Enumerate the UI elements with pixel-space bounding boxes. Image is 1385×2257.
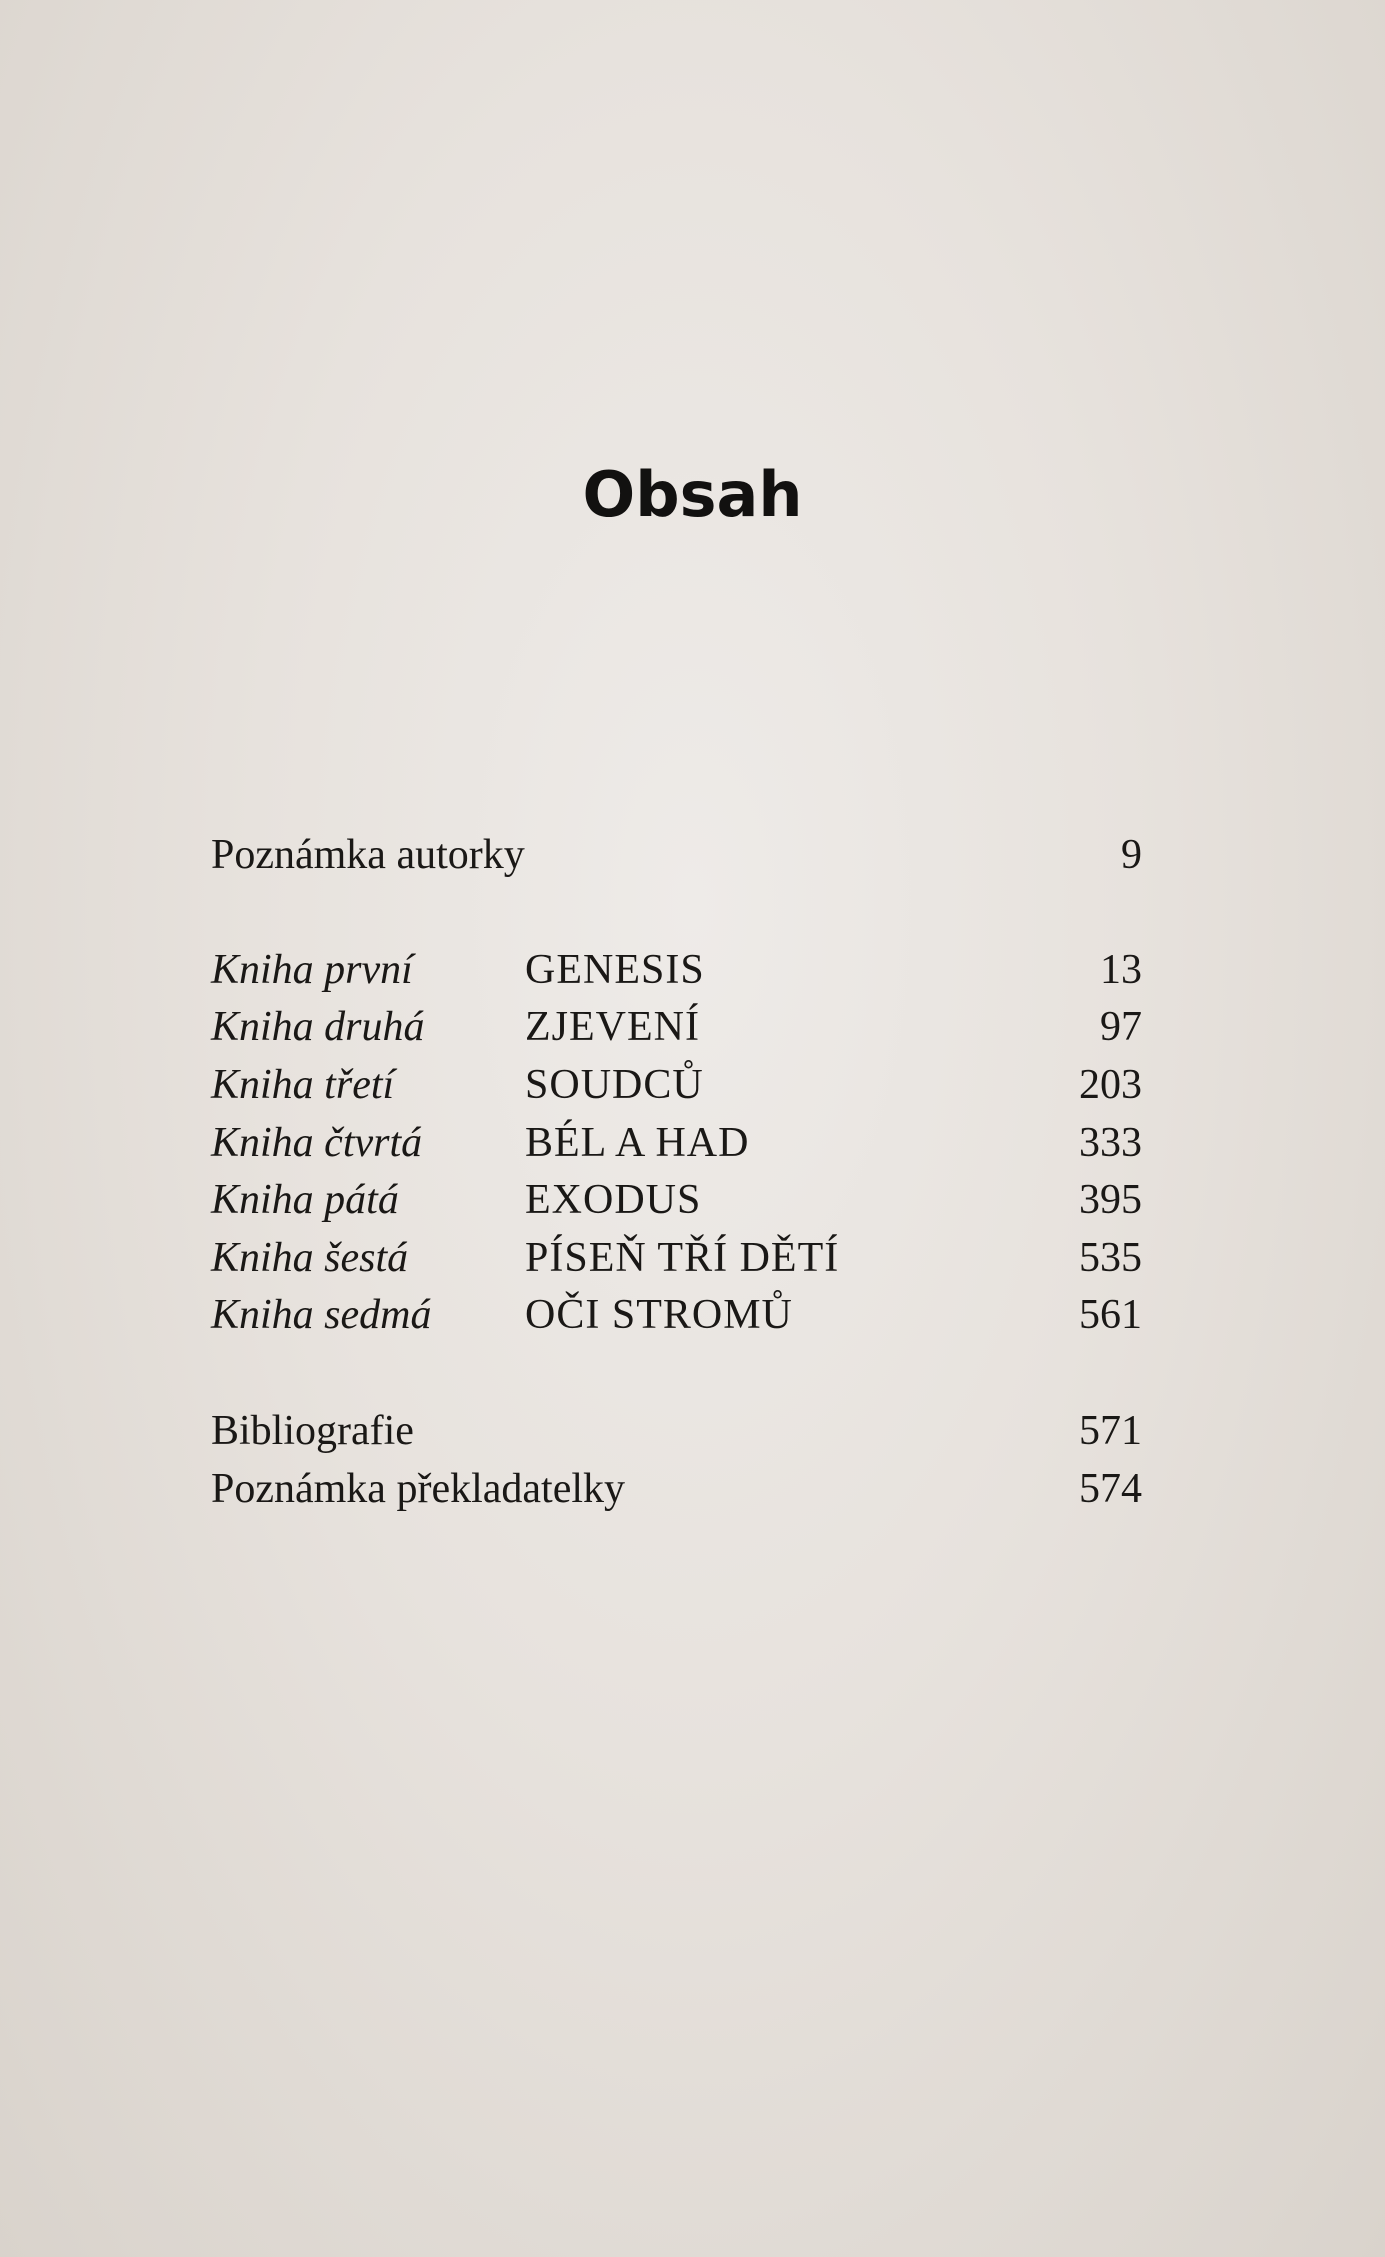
- toc-entry-book-4: [0, 1115, 1385, 1171]
- toc-entry-page: 395: [1079, 1177, 1142, 1223]
- toc-entry-book-6: [0, 1230, 1385, 1286]
- toc-entry-label: Bibliografie: [211, 1408, 414, 1454]
- toc-book-label: Kniha šestá: [211, 1235, 409, 1281]
- toc-book-label: Kniha čtvrtá: [211, 1120, 423, 1166]
- toc-entry-page: 535: [1079, 1235, 1142, 1281]
- toc-book-section: PÍSEŇ TŘÍ DĚTÍ: [525, 1235, 840, 1281]
- toc-book-label: Kniha pátá: [211, 1177, 399, 1223]
- toc-book-label: Kniha sedmá: [211, 1292, 432, 1338]
- toc-entry-bibliography: [0, 1403, 1385, 1459]
- toc-entry-translator-note: [0, 1461, 1385, 1517]
- toc-entry-page: 571: [1079, 1408, 1142, 1454]
- toc-entry-book-5: [0, 1172, 1385, 1228]
- toc-book-section: GENESIS: [525, 947, 705, 993]
- toc-entry-book-3: [0, 1057, 1385, 1113]
- toc-book-label: Kniha první: [211, 947, 413, 993]
- toc-book-section: SOUDCŮ: [525, 1062, 704, 1108]
- toc-entry-book-2: [0, 999, 1385, 1055]
- toc-book-section: EXODUS: [525, 1177, 702, 1223]
- toc-entry-author-note: [0, 827, 1385, 883]
- toc-book-label: Kniha druhá: [211, 1004, 425, 1050]
- page-title: Obsah: [582, 458, 803, 531]
- toc-entry-book-7: [0, 1287, 1385, 1343]
- toc-entry-page: 97: [1100, 1004, 1142, 1050]
- toc-entry-page: 9: [1121, 832, 1142, 878]
- toc-entry-page: 561: [1079, 1292, 1142, 1338]
- toc-entry-page: 203: [1079, 1062, 1142, 1108]
- toc-book-section: BÉL A HAD: [525, 1120, 750, 1166]
- toc-book-section: OČI STROMŮ: [525, 1292, 793, 1338]
- toc-entry-page: 574: [1079, 1466, 1142, 1512]
- toc-entry-page: 13: [1100, 947, 1142, 993]
- toc-entry-label: Poznámka autorky: [211, 832, 525, 878]
- toc-book-label: Kniha třetí: [211, 1062, 395, 1108]
- toc-entry-label: Poznámka překladatelky: [211, 1466, 626, 1512]
- toc-entry-book-1: [0, 942, 1385, 998]
- toc-book-section: ZJEVENÍ: [525, 1004, 700, 1050]
- toc-entry-page: 333: [1079, 1120, 1142, 1166]
